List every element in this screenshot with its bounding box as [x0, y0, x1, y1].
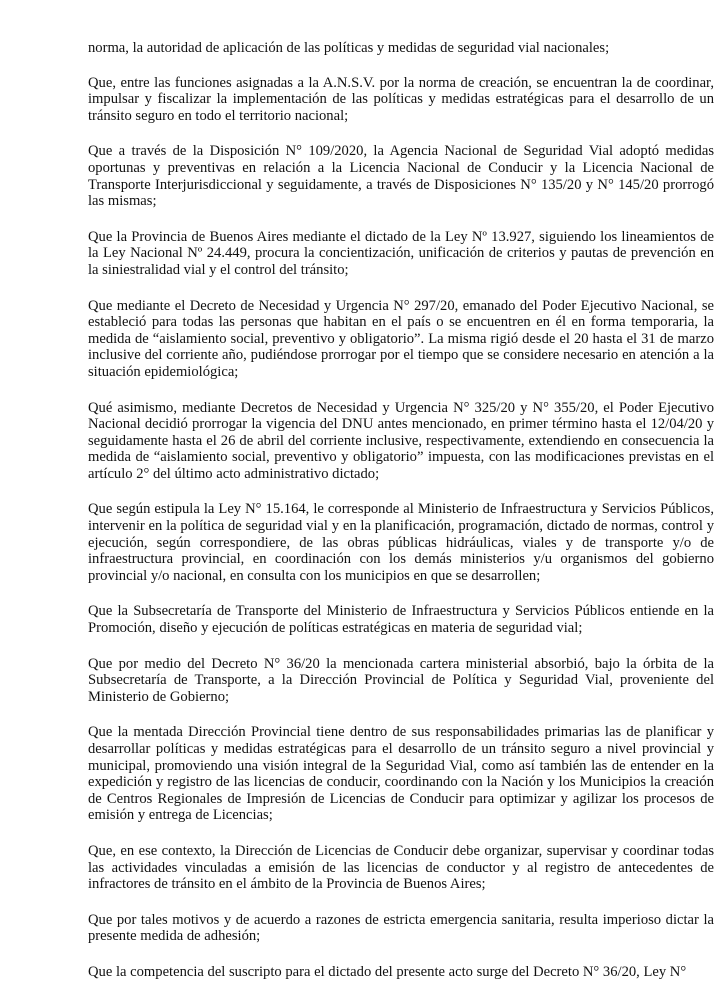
- paragraph-13: Que la competencia del suscripto para el dictado del presente acto surge del Decreto N° 36/20, Ley N°: [88, 963, 687, 980]
- paragraph-10: Que la mentada Dirección Provincial tiene dentro de sus responsabilidades primarias las de planificar y desarrollar políticas y medidas estratégicas para el desarrollo de un tránsito seguro a nivel provincial y municipal, promoviendo una visión integral de la Seguridad Vial, como así también las de entender en la expedición y registro de las licencias de conducir, coordinando con la Nación y los Municipios la creación de Centros Regionales de Impresión de Licencias de Conducir para optimizar y agilizar los procesos de emisión y entrega de Licencias;: [88, 724, 714, 824]
- paragraph-9: Que por medio del Decreto N° 36/20 la mencionada cartera ministerial absorbió, bajo la órbita de la Subsecretaría de Transporte, a la Dirección Provincial de Política y Seguridad Vial, proveniente del Ministerio de Gobierno;: [88, 655, 714, 705]
- paragraph-4: Que la Provincia de Buenos Aires mediante el dictado de la Ley Nº 13.927, siguiendo los lineamientos de la Ley Nacional Nº 24.449, procura la concientización, unificación de criterios y pautas de prevención en la siniestralidad vial y el control del tránsito;: [88, 228, 714, 278]
- paragraph-12: Que por tales motivos y de acuerdo a razones de estricta emergencia sanitaria, resulta imperioso dictar la presente medida de adhesión;: [88, 911, 714, 945]
- paragraph-6: Qué asimismo, mediante Decretos de Necesidad y Urgencia N° 325/20 y N° 355/20, el Poder Ejecutivo Nacional decidió prorrogar la vigencia del DNU antes mencionado, en primer término hasta el 12/04/20 y seguidamente hasta el 26 de abril del corriente inclusive, respectivamente, extendiendo en consecuencia la medida de “aislamiento social, preventivo y obligatorio” impuesta, con las modificaciones previstas en el artículo 2° del último acto administrativo dictado;: [88, 399, 714, 482]
- paragraph-8: Que la Subsecretaría de Transporte del Ministerio de Infraestructura y Servicios Públicos entiende en la Promoción, diseño y ejecución de políticas estratégicas en materia de seguridad vial;: [88, 603, 714, 637]
- paragraph-7: Que según estipula la Ley N° 15.164, le corresponde al Ministerio de Infraestructura y Servicios Públicos, intervenir en la política de seguridad vial y en la planificación, programación, dictado de normas, control y ejecución, según correspondiere, de las obras públicas hidráulicas, viales y de transporte y/o de infraestructura provincial, en coordinación con los demás ministerios y/u organismos del gobierno provincial y/o nacional, en consulta con los municipios en que se desarrollen;: [88, 501, 714, 584]
- paragraph-2: Que, entre las funciones asignadas a la A.N.S.V. por la norma de creación, se encuentran la de coordinar, impulsar y fiscalizar la implementación de las políticas y medidas estratégicas para el desarrollo de un tránsito seguro en todo el territorio nacional;: [88, 74, 714, 124]
- paragraph-3: Que a través de la Disposición N° 109/2020, la Agencia Nacional de Seguridad Vial adoptó medidas oportunas y preventivas en relación a la Licencia Nacional de Conducir y la Licencia Nacional de Transporte Interjurisdiccional y seguidamente, a través de Disposiciones N° 135/20 y N° 145/20 prorrogó las mismas;: [88, 143, 714, 210]
- paragraph-5: Que mediante el Decreto de Necesidad y Urgencia N° 297/20, emanado del Poder Ejecutivo Nacional, se estableció para todas las personas que habitan en el país o se encuentren en él en forma temporaria, la medida de “aislamiento social, preventivo y obligatorio”. La misma rigió desde el 20 hasta el 31 de marzo inclusive del corriente año, pudiéndose prorrogar por el tiempo que se considere necesario en atención a la situación epidemiológica;: [88, 297, 714, 380]
- paragraph-1: norma, la autoridad de aplicación de las políticas y medidas de seguridad vial nacionales;: [88, 40, 610, 56]
- paragraph-11: Que, en ese contexto, la Dirección de Licencias de Conducir debe organizar, supervisar y coordinar todas las actividades vinculadas a emisión de las licencias de conductor y al registro de antecedentes de infractores de tránsito en el ámbito de la Provincia de Buenos Aires;: [88, 842, 714, 893]
